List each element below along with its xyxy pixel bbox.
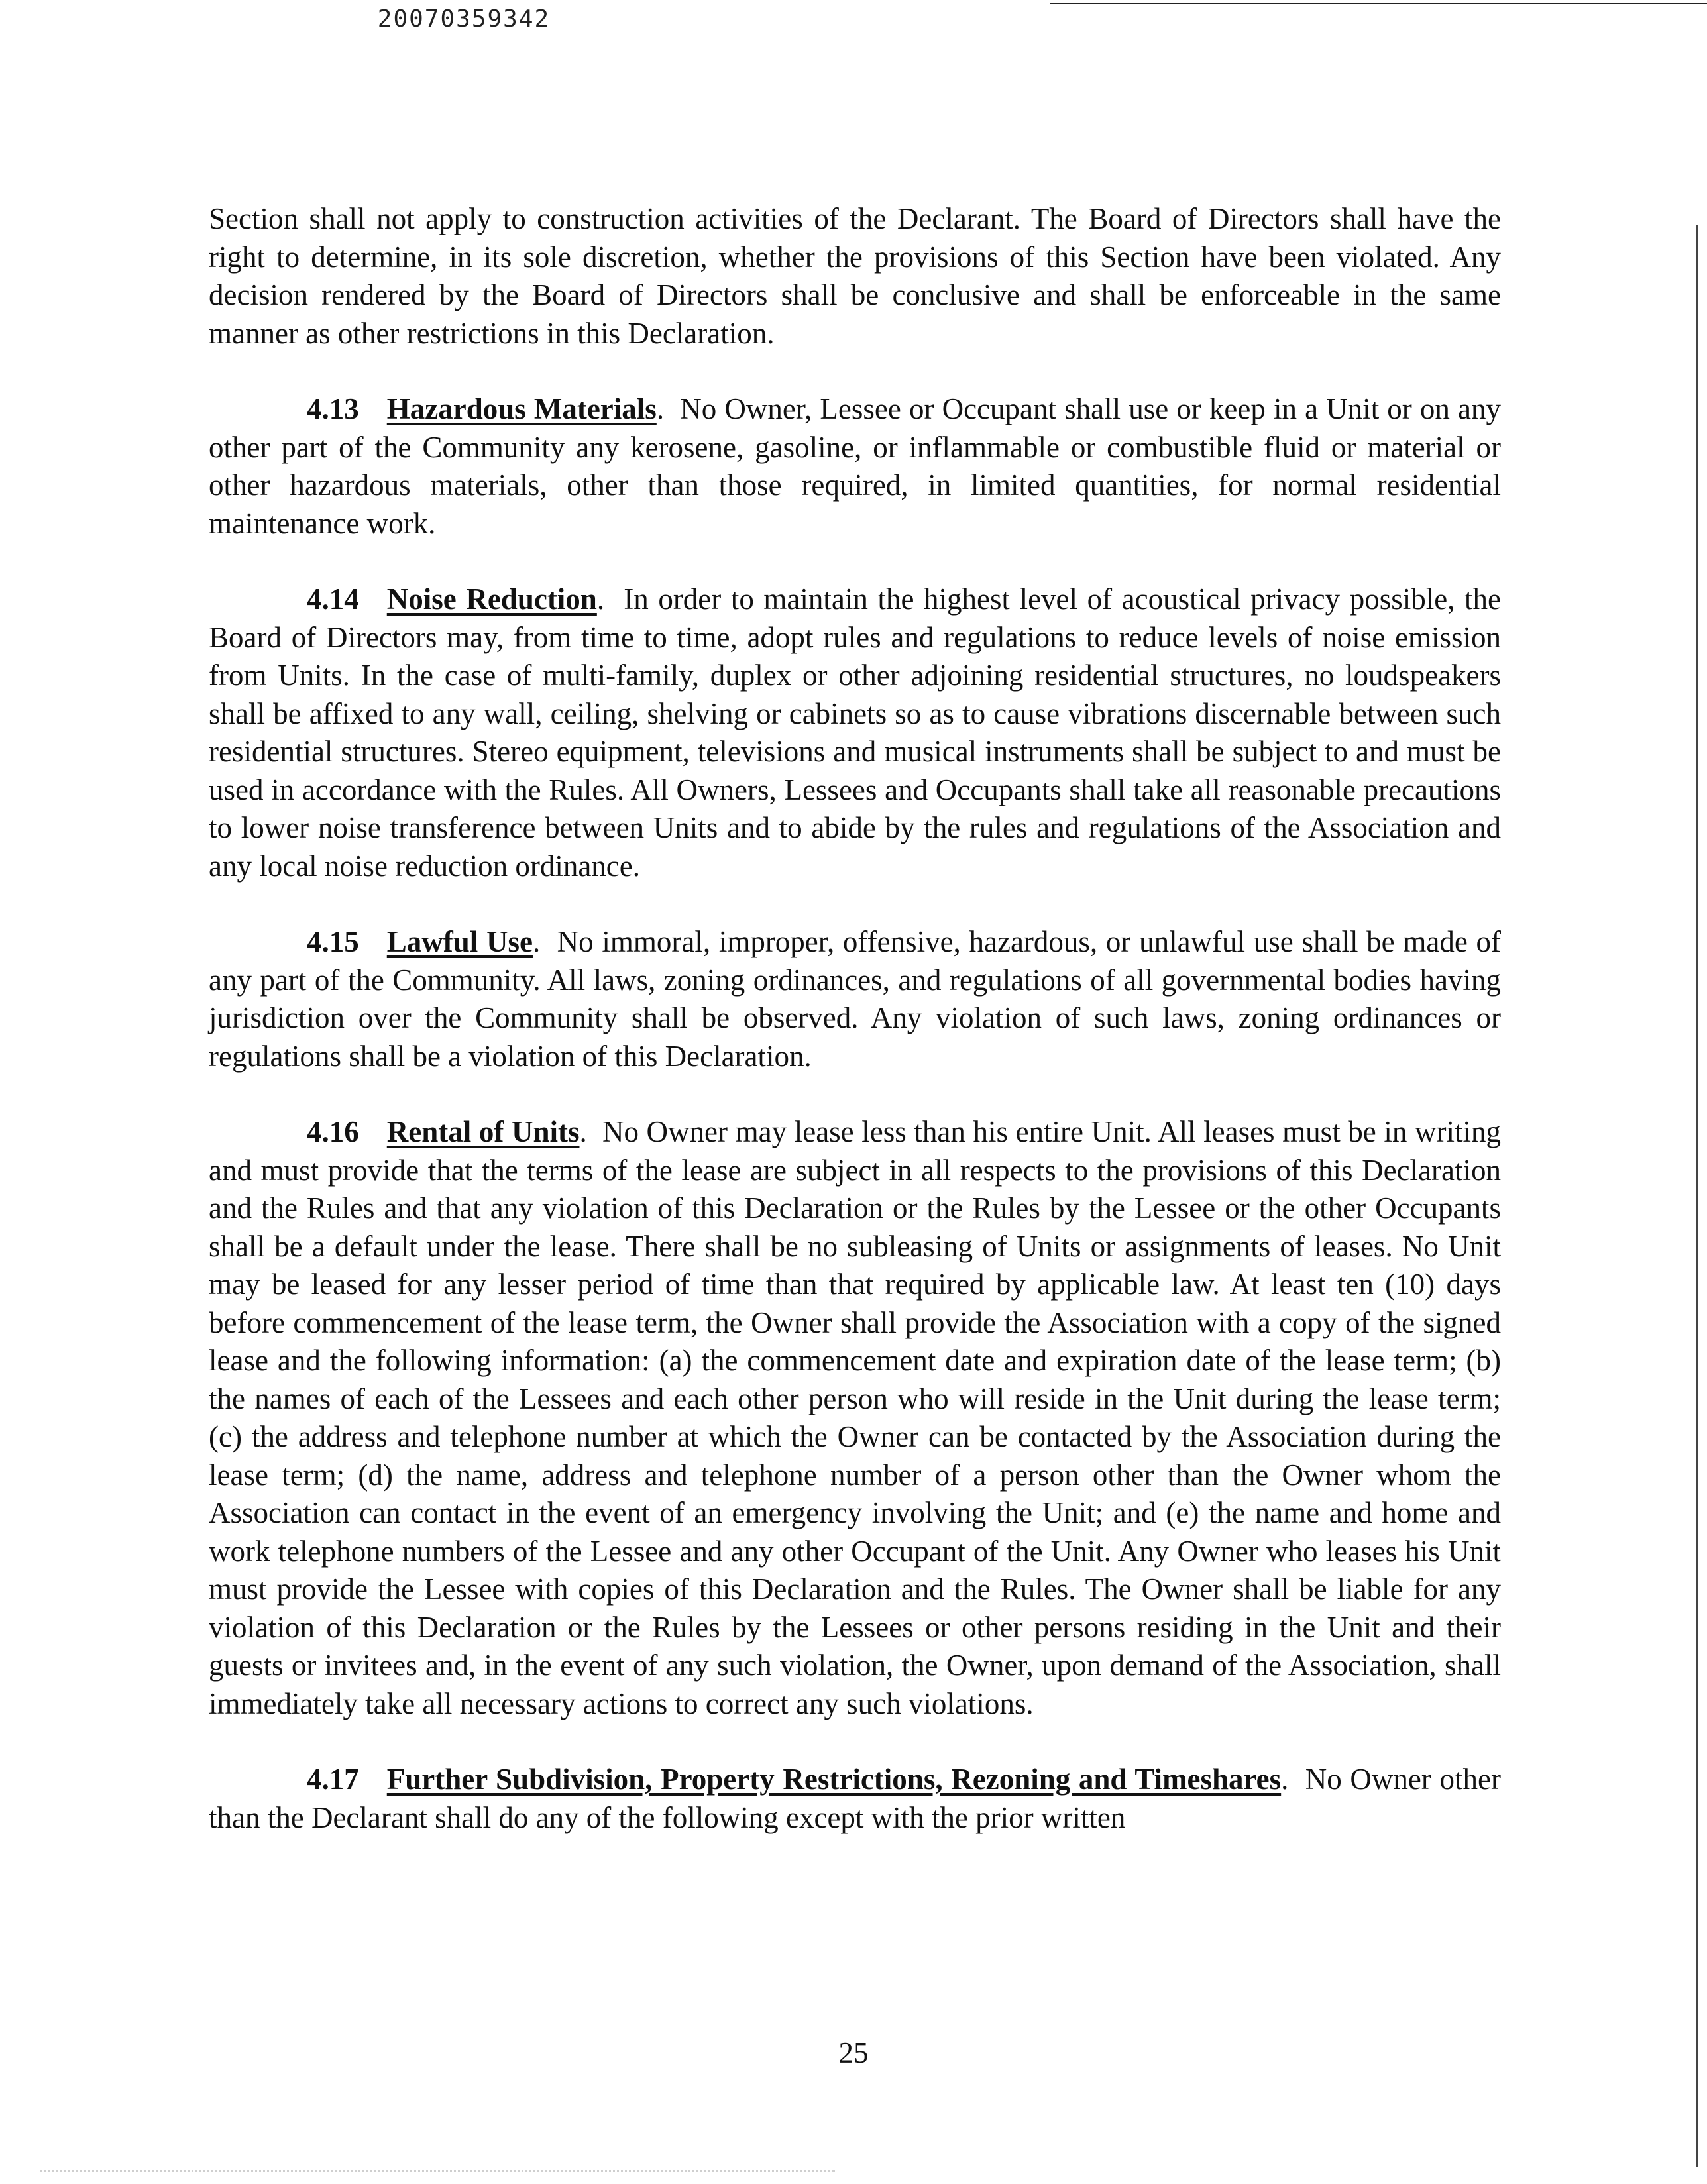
- section-4-13: 4.13 Hazardous Materials. No Owner, Lessee or Occupant shall use or keep in a Unit or on any other part of the Community any kerosene, gasoline, or inflammable or combustible fluid or material or other hazardous materials, other than those required, in limited quantities, for normal residential maintenance work.: [209, 392, 1501, 540]
- top-rule: [1050, 3, 1707, 4]
- section-4-15: 4.15 Lawful Use. No immoral, improper, offensive, hazardous, or unlawful use shall be made of any part of the Community. All laws, zoning ordinances, and regulations of all governmental bodies having jurisdiction over the Community shall be observed. Any violation of such laws, zoning ordinances or regulations shall be a violation of this Declaration.: [209, 925, 1502, 1073]
- section-title: Hazardous Materials: [386, 392, 657, 425]
- section-body: No Owner may lease less than his entire Unit. All leases must be in writing and must provide that the terms of the lease are subject in all respects to the provisions of this Declaration and the Rules and that any violation of this Declaration or the Rules by the Lessee or the other Occupants shall be a default under the lease. There shall be no subleasing of Units or assignments of leases. No Unit may be leased for any lesser period of time than that required by applicable law. At least ten (10) days before commencement of the lease term, the Owner shall provide the Association with a copy of the signed lease and the following information: (a) the commencement date and expiration date of the lease term; (b) the names of each of the Lessees and each other person who will reside in the Unit during the lease term; (c) the address and telephone number at which the Owner can be contacted by the Association during the lease term; (d) the name, address and telephone number of a person other than the Owner whom the Association can contact in the event of an emergency involving the Unit; and (e) the name and home and work telephone numbers of the Lessee and any other Occupant of the Unit. Any Owner who leases his Unit must provide the Lessee with copies of this Declaration and the Rules. The Owner shall be liable for any violation of this Declaration or the Rules by the Lessees or other persons residing in the Unit and their guests or invitees and, in the event of any such violation, the Owner, upon demand of the Association, shall immediately take all necessary actions to correct any such violations.: [209, 1115, 1501, 1720]
- section-number: 4.17: [307, 1763, 359, 1796]
- section-title: Further Subdivision, Property Restrictions, Rezoning and Timeshares: [386, 1763, 1282, 1796]
- page-body: [209, 200, 1501, 1875]
- section-body: In order to maintain the highest level of acoustical privacy possible, the Board of Directors may, from time to time, adopt rules and regulations to reduce levels of noise emission from Units. In the case of multi-family, duplex or other adjoining residential structures, no loudspeakers shall be affixed to any wall, ceiling, shelving or cabinets so as to cause vibrations discernable between such residential structures. Stereo equipment, televisions and musical instruments shall be subject to and must be used in accordance with the Rules. All Owners, Lessees and Occupants shall take all reasonable precautions to lower noise transference between Units and to abide by the rules and regulations of the Association and any local noise reduction ordinance.: [209, 582, 1501, 883]
- section-number: 4.13: [307, 392, 359, 425]
- section-title: Lawful Use: [386, 925, 533, 958]
- section-title: Noise Reduction: [386, 582, 597, 616]
- section-body: No Owner other than the Declarant shall do any of the following except with the prior written: [209, 1763, 1501, 1834]
- section-number: 4.15: [307, 925, 359, 958]
- section-4-17: 4.17 Further Subdivision, Property Restrictions, Rezoning and Timeshares. No Owner other than the Declarant shall do any of the following except with the prior written: [209, 1763, 1501, 1834]
- continuation-paragraph: Section shall not apply to construction activities of the Declarant. The Board of Directors shall have the right to determine, in its sole discretion, whether the provisions of this Section have been violated. Any decision rendered by the Board of Directors shall be conclusive and shall be enforceable in the same manner as other restrictions in this Declaration.: [209, 202, 1501, 350]
- document-number: 20070359342: [377, 5, 551, 32]
- section-body: No immoral, improper, offensive, hazardous, or unlawful use shall be made of any part of the Community. All laws, zoning ordinances, and regulations of all governmental bodies having jurisdiction over the Community shall be observed. Any violation of such laws, zoning ordinances or regulations shall be a violation of this Declaration.: [209, 925, 1502, 1073]
- page-number: 25: [838, 2036, 869, 2069]
- section-4-14: 4.14 Noise Reduction. In order to maintain the highest level of acoustical privacy possible, the Board of Directors may, from time to time, adopt rules and regulations to reduce levels of noise emission from Units. In the case of multi-family, duplex or other adjoining residential structures, no loudspeakers shall be affixed to any wall, ceiling, shelving or cabinets so as to cause vibrations discernable between such residential structures. Stereo equipment, televisions and musical instruments shall be subject to and must be used in accordance with the Rules. All Owners, Lessees and Occupants shall take all reasonable precautions to lower noise transference between Units and to abide by the rules and regulations of the Association and any local noise reduction ordinance.: [209, 582, 1501, 883]
- section-body: No Owner, Lessee or Occupant shall use or keep in a Unit or on any other part of the Community any kerosene, gasoline, or inflammable or combustible fluid or material or other hazardous materials, other than those required, in limited quantities, for normal residential maintenance work.: [209, 392, 1501, 540]
- section-number: 4.14: [307, 582, 359, 616]
- scan-artifact-dots: [40, 2170, 835, 2175]
- right-edge-rule: [1696, 225, 1698, 2167]
- section-4-16: 4.16 Rental of Units. No Owner may lease less than his entire Unit. All leases must be in writing and must provide that the terms of the lease are subject in all respects to the provisions of this Declaration and the Rules and that any violation of this Declaration or the Rules by the Lessee or the other Occupants shall be a default under the lease. There shall be no subleasing of Units or assignments of leases. No Unit may be leased for any lesser period of time than that required by applicable law. At least ten (10) days before commencement of the lease term, the Owner shall provide the Association with a copy of the signed lease and the following information: (a) the commencement date and expiration date of the lease term; (b) the names of each of the Lessees and each other person who will reside in the Unit during the lease term; (c) the address and telephone number at which the Owner can be contacted by the Association during the lease term; (d) the name, address and telephone number of a person other than the Owner whom the Association can contact in the event of an emergency involving the Unit; and (e) the name and home and work telephone numbers of the Lessee and any other Occupant of the Unit. Any Owner who leases his Unit must provide the Lessee with copies of this Declaration and the Rules. The Owner shall be liable for any violation of this Declaration or the Rules by the Lessees or other persons residing in the Unit and their guests or invitees and, in the event of any such violation, the Owner, upon demand of the Association, shall immediately take all necessary actions to correct any such violations.: [209, 1115, 1501, 1720]
- section-number: 4.16: [307, 1115, 359, 1148]
- section-title: Rental of Units: [386, 1115, 580, 1148]
